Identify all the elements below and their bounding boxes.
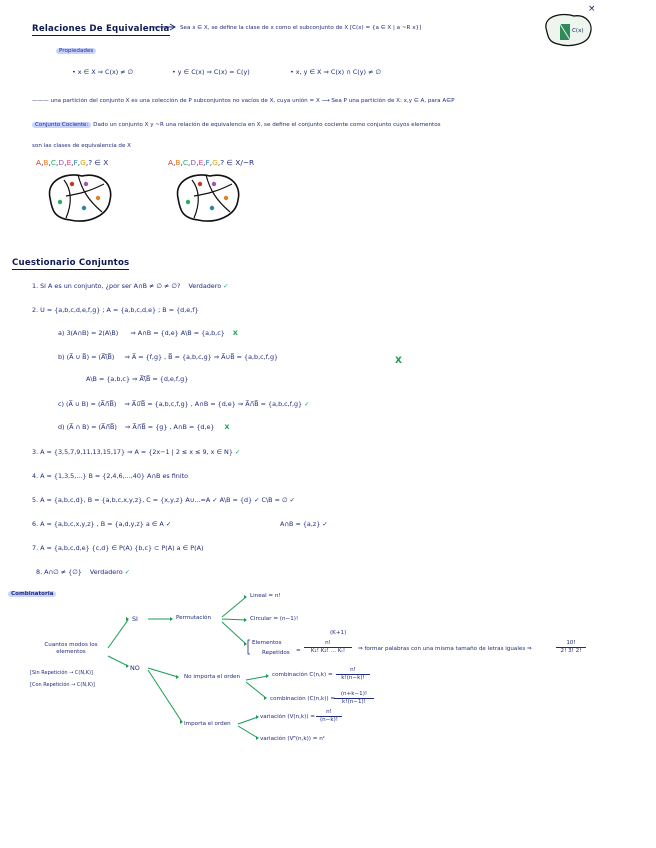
perm-elementos: Elementos: [252, 640, 282, 646]
perm-rep-k: (K+1): [330, 630, 347, 636]
q8: 8. A∩∅ ≠ {∅} Verdadero ✓: [36, 568, 131, 576]
q2b: b) (A̅ ∪ B̅) = (A̅\̅B̅) ⇒ A̅ = {f,g} , B̅ = {a,b,c,g} ⇒ A̅∪B̅ = {a,b,c,f,g}: [58, 353, 279, 361]
var-2: variación (Vᴿ(n,k)) = nᵏ: [260, 736, 326, 742]
section-title-equivalencia: Relaciones De Equivalencia: [32, 24, 170, 34]
cociente-definition-2: son las clases de equivalencia de X: [32, 143, 132, 149]
props-label: Propiedades: [56, 48, 96, 55]
branch-si: SI: [132, 615, 138, 623]
q5: 5. A = {a,b,c,d}, B = {a,b,c,x,y,z}, C = {x,y,z} A∪...=A ✓ A\B = {d} ✓ C\B = ∅ ✓: [32, 496, 295, 504]
equiv-definition: Sea x ∈ X, se define la clase de x como el subconjunto de X [C(x) = {a ∈ X | a ~R x}]: [180, 25, 422, 31]
var-1-frac: n! (n−k)!: [316, 709, 342, 724]
q6-right: A∩B = {a,z} ✓: [280, 520, 328, 528]
q3: 3. A = {3,5,7,9,11,13,15,17} ⇒ A = {2x−1 | 2 ≤ x ≤ 9, x ∈ N} ✓: [32, 448, 241, 456]
prop-3: • x, y ∈ X ⇒ C(x) ∩ C(y) ≠ ∅: [290, 68, 382, 76]
letters-right: A,B,C,D,E,F,G,? ∈ X/~R: [168, 158, 255, 167]
perm-lineal: Lineal = n!: [250, 593, 281, 599]
close-icon: ×: [588, 4, 596, 14]
q2a: a) 3(A∩B) = 2(A\B) ⇒ A∩B = {d,e} A\B = {a,b,c} X: [58, 329, 238, 337]
importa-orden: Importa el orden: [184, 721, 231, 727]
palabras-frac: 10! 2! 3! 2!: [556, 640, 586, 655]
q2d: d) (A̅ ∩ B) = (A̅∩̅B̅) ⇒ A̅∩̅B̅ = {g} , A∩B = {d,e} X: [58, 423, 230, 431]
comb-1-frac: n! k!(n−k)!: [336, 667, 370, 682]
no-importa-orden: No importa el orden: [184, 674, 240, 680]
perm-rep-frac: n! K₁! K₂! ... Kᵣ!: [304, 640, 352, 655]
q2b-line2: A\B = {a,b,c} ⇒ A̅\̅B̅ = {d,e,f,g}: [86, 375, 189, 383]
perm-circular: Circular = (n−1)!: [250, 616, 299, 622]
cx-label: C(x): [572, 28, 584, 34]
section-title-combinatoria: Combinatoria: [8, 591, 56, 598]
comb-2-frac: (n+k−1)! k!(n−1)!: [334, 691, 374, 706]
comb-root: Cuantos modos los elementos: [44, 642, 98, 655]
perm-rep-equals: =: [296, 648, 301, 654]
section-title-cuestionario: Cuestionario Conjuntos: [12, 258, 130, 268]
q2b-cross: X: [395, 356, 402, 366]
permutacion: Permutación: [176, 615, 212, 621]
partition-text: ——— una partición del conjunto X es una colección de P subconjuntos no vacíos de X, cuya unión = X ⟶ Sea P una partición de X: x,y ∈ A, para A∈P: [32, 98, 455, 104]
comb-1: combinación C(n,k) =: [272, 672, 333, 678]
letters-left: A,B,C,D,E,F,G,? ∈ X: [36, 158, 109, 167]
cociente-definition: Conjunto Cociente: Dado un conjunto X y ~R una relación de equivalencia en X, se define el conjunto cociente como conjunto cuyos elementos: [32, 122, 441, 129]
perm-repetidos: Repetidos: [262, 650, 290, 656]
comb-2: combinación (C(n,k)) =: [270, 696, 336, 702]
q4: 4. A = {1,3,5,...} B = {2,4,6,...,40} A∩B es finito: [32, 472, 189, 480]
var-1: variación (V(n,k)) =: [260, 714, 315, 720]
comb-root-sub1: [Sin Repetición → C(N,K)]: [30, 670, 93, 676]
q2: 2. U = {a,b,c,d,e,f,g} ; A = {a,b,c,d,e} ; B = {d,e,f}: [32, 306, 199, 314]
branch-no: NO: [130, 664, 140, 672]
q6: 6. A = {a,b,c,x,y,z} , B = {a,d,y,z} a ∈ A ✓: [32, 520, 172, 528]
q7: 7. A = {a,b,c,d,e} {c,d} ∈ P(A) {b,c} ⊂ P(A) a ∈ P(A): [32, 544, 204, 552]
palabras-text: ⇒ formar palabras con una misma tamaño de letras iguales ⇒: [358, 646, 532, 652]
q2c: c) (A̅ ∪ B) = (A̅∩̅B̅) ⇒ A̅∪̅B̅ = {a,b,c,f,g} , A∩B = {d,e} ⇒ A̅∩̅B̅ = {a,b,c,f,g} ✓: [58, 400, 310, 408]
prop-2: • y ∈ C(x) ⇒ C(x) = C(y): [172, 68, 250, 76]
prop-1: • x ∈ X ⇒ C(x) ≠ ∅: [72, 68, 134, 76]
comb-root-sub2: [Con Repetición → C(N,K)]: [30, 682, 95, 688]
q1: 1. Si A es un conjunto, ¿por ser A∩B ≠ ∅ ≠ ∅? Verdadero ✓: [32, 282, 229, 290]
